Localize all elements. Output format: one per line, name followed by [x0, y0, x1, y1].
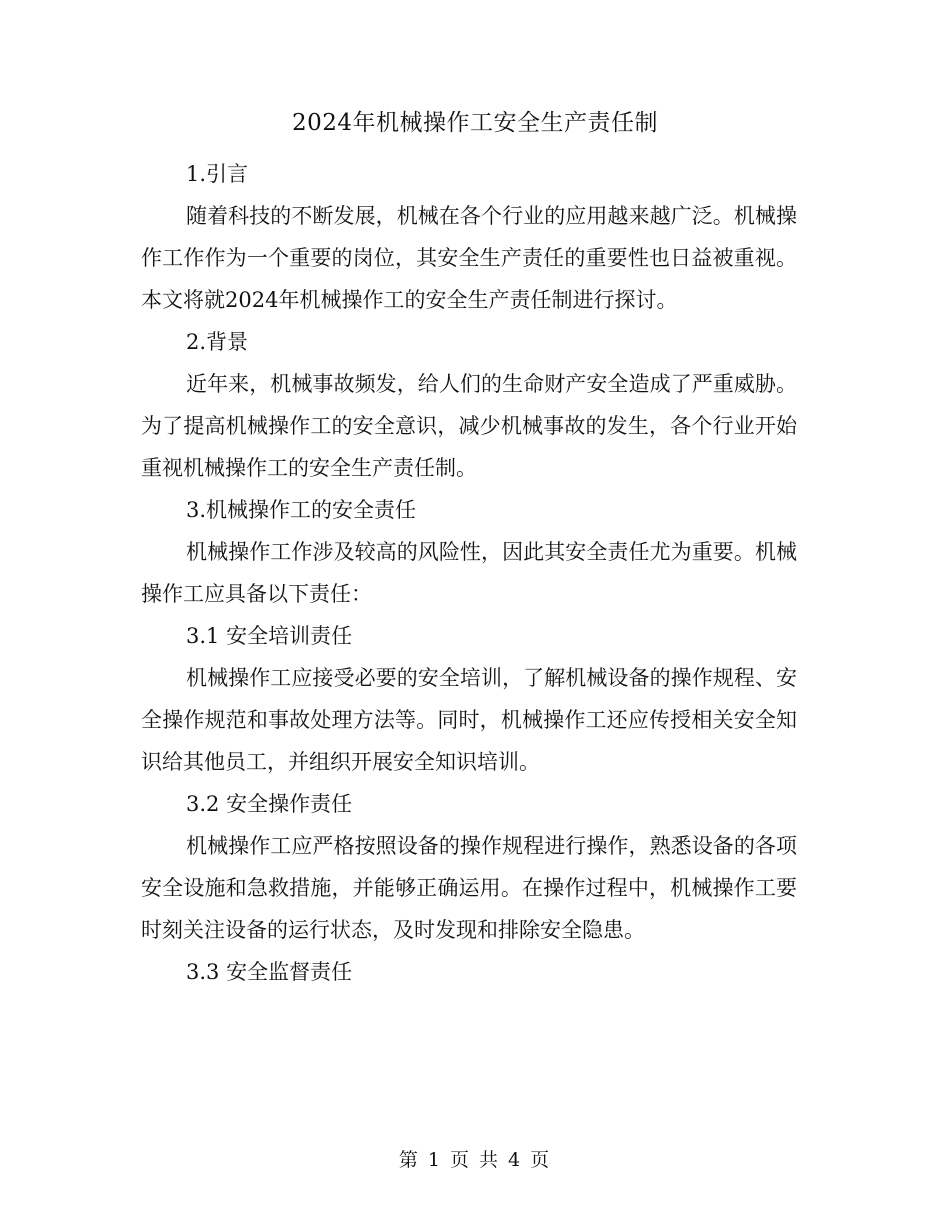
paragraph-operation: 机械操作工应严格按照设备的操作规程进行操作，熟悉设备的各项安全设施和急救措施，并能够正确运用。在操作过程中，机械操作工要时刻关注设备的运行状态，及时发现和排除安全隐患。	[141, 834, 797, 942]
paragraph-training: 机械操作工应接受必要的安全培训，了解机械设备的操作规程、安全操作规范和事故处理方法等。同时，机械操作工还应传授相关安全知识给其他员工，并组织开展安全知识培训。	[141, 666, 797, 774]
paragraph-safety-duties: 机械操作工作涉及较高的风险性，因此其安全责任尤为重要。机械操作工应具备以下责任：	[141, 540, 797, 606]
subsection-heading-training: 3.1 安全培训责任	[186, 624, 353, 648]
section-heading-intro: 1.引言	[186, 162, 249, 186]
paragraph-intro: 随着科技的不断发展，机械在各个行业的应用越来越广泛。机械操作工作作为一个重要的岗位，其安全生产责任的重要性也日益被重视。本文将就2024年机械操作工的安全生产责任制进行探讨。	[141, 204, 797, 312]
document-title: 2024年机械操作工安全生产责任制	[291, 110, 659, 136]
paragraph-background: 近年来，机械事故频发，给人们的生命财产安全造成了严重威胁。为了提高机械操作工的安全意识，减少机械事故的发生，各个行业开始重视机械操作工的安全生产责任制。	[141, 372, 797, 480]
section-heading-safety-duties: 3.机械操作工的安全责任	[186, 498, 417, 522]
subsection-heading-operation: 3.2 安全操作责任	[186, 792, 353, 816]
document-body	[141, 153, 797, 993]
section-heading-background: 2.背景	[186, 330, 249, 354]
subsection-heading-supervision: 3.3 安全监督责任	[186, 960, 353, 984]
page-number-footer: 第 1 页 共 4 页	[398, 1149, 552, 1171]
